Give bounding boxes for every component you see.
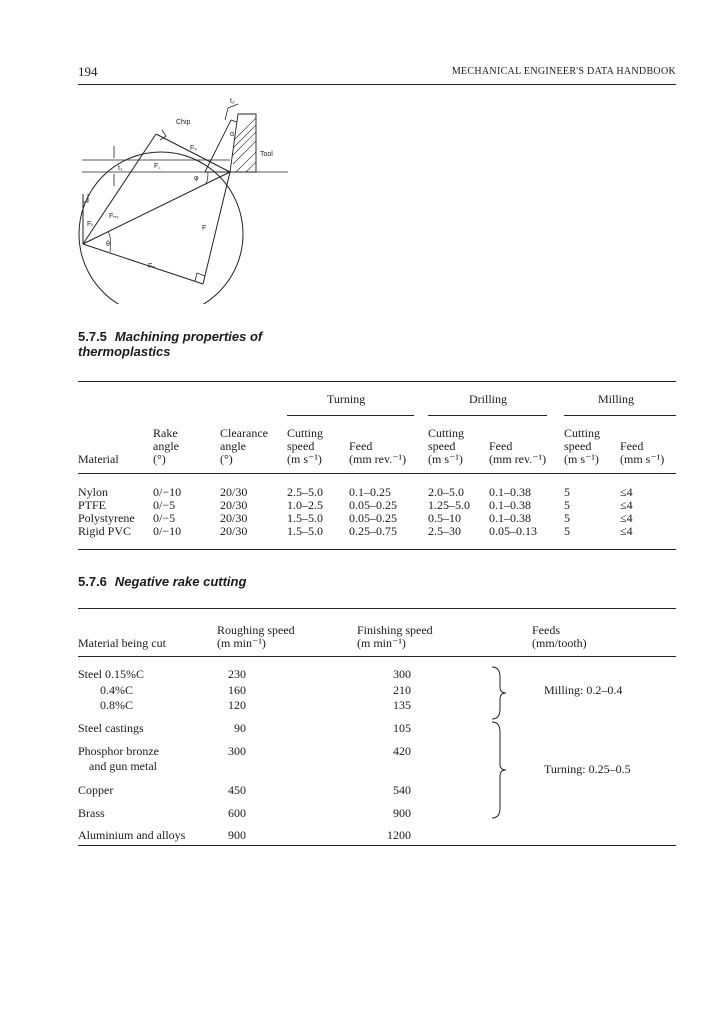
material-cell: 0.4%C (100, 683, 133, 697)
table1-col-header: Feed (349, 439, 373, 453)
table-cell: 2.0–5.0 (428, 485, 464, 499)
table2-col-header: Finishing speed (357, 623, 433, 637)
table-cell: 1.0–2.5 (287, 498, 323, 512)
feeds-turning: Turning: 0.25–0.5 (544, 762, 631, 776)
table1-col-header: (°) (220, 452, 233, 466)
roughing-speed-cell: 160 (228, 683, 246, 697)
roughing-speed-cell: 120 (228, 698, 246, 712)
material-cell: Steel castings (78, 721, 144, 735)
label-chip: Chip (176, 119, 191, 126)
material-cell: 0.8%C (100, 698, 133, 712)
table1-col-header: Feed (489, 439, 513, 453)
group-milling: Milling (598, 392, 635, 406)
turning-brace (490, 720, 510, 820)
label-tool: Tool (260, 151, 273, 158)
table2-col-header: Material being cut (78, 636, 166, 650)
table-cell: ≤4 (620, 511, 633, 525)
table1-col-header: Material (78, 452, 119, 466)
finishing-speed-cell: 135 (393, 698, 411, 712)
roughing-speed-cell: 90 (234, 721, 246, 735)
finishing-speed-cell: 540 (393, 783, 411, 797)
table-cell: Rigid PVC (78, 524, 132, 538)
table-cell: 0.25–0.75 (349, 524, 397, 538)
group-turning: Turning (327, 392, 366, 406)
table1-col-header: Cutting (287, 426, 324, 440)
section-number: 5.7.5 (78, 329, 107, 344)
table-cell: 5 (564, 498, 570, 512)
label-alpha: α (230, 131, 235, 138)
table-cell: 1.25–5.0 (428, 498, 470, 512)
label-fs: Fₛ (190, 145, 197, 152)
feeds-milling: Milling: 0.2–0.4 (544, 683, 623, 697)
table2-col-header: (m min⁻¹) (217, 636, 266, 650)
table-cell: 20/30 (220, 524, 248, 538)
finishing-speed-cell: 105 (393, 721, 411, 735)
table-cell: 0.1–0.38 (489, 485, 531, 499)
table1-col-header: (m s⁻¹) (428, 452, 463, 466)
table2-col-header: Feeds (532, 623, 560, 637)
table-cell: 5 (564, 485, 570, 499)
milling-rule (564, 415, 676, 416)
table-cell: Nylon (78, 485, 108, 499)
table-cell: 0/−5 (153, 498, 176, 512)
table-cell: 0/−5 (153, 511, 176, 525)
table1-top-rule (78, 381, 676, 382)
table1-col-header: (mm rev.⁻¹) (349, 452, 407, 466)
table-cell: 0/−10 (153, 485, 182, 499)
label-ft: Fₜ (87, 221, 94, 228)
page-number: 194 (78, 64, 98, 79)
table-cell: 1.5–5.0 (287, 524, 323, 538)
label-fn: Fₙ (148, 263, 156, 270)
roughing-speed-cell: 600 (228, 806, 246, 820)
table-cell: 0/−10 (153, 524, 182, 538)
cutting-force-diagram (78, 94, 298, 304)
finishing-speed-cell: 1200 (387, 828, 411, 842)
table-cell: ≤4 (620, 485, 633, 499)
table1-col-header: Cutting (564, 426, 601, 440)
table1-col-header: Cutting (428, 426, 465, 440)
table-cell: 20/30 (220, 485, 248, 499)
material-cell: Copper (78, 783, 114, 797)
table1-col-header: angle (220, 439, 246, 453)
table-cell: 5 (564, 524, 570, 538)
table-cell: 0.05–0.13 (489, 524, 537, 538)
table1-col-header: (m s⁻¹) (564, 452, 599, 466)
material-cell: Aluminium and alloys (78, 828, 186, 842)
table1-col-header: (°) (153, 452, 166, 466)
section-title-line2: thermoplastics (78, 344, 171, 359)
merchant-circle (79, 152, 243, 304)
table1-col-header: Rake (153, 426, 178, 440)
drilling-rule (428, 415, 547, 416)
table2-col-header: Roughing speed (217, 623, 295, 637)
table-cell: 5 (564, 511, 570, 525)
table2-bottom-rule (78, 845, 676, 846)
table-cell: PTFE (78, 498, 107, 512)
milling-brace (490, 665, 510, 721)
table1-col-header: angle (153, 439, 179, 453)
table1-col-header: Clearance (220, 426, 268, 440)
section-number: 5.7.6 (78, 574, 107, 589)
material-cell: Phosphor bronze (78, 744, 159, 758)
roughing-speed-cell: 300 (228, 744, 246, 758)
table1-col-header: (m s⁻¹) (287, 452, 322, 466)
section-title: Negative rake cutting (114, 574, 247, 589)
table-cell: 0.05–0.25 (349, 498, 397, 512)
table-cell: 0.5–10 (428, 511, 461, 525)
finishing-speed-cell: 900 (393, 806, 411, 820)
table2-header-rule (78, 656, 676, 657)
roughing-speed-cell: 230 (228, 667, 246, 681)
section-title-line1: Machining properties of (114, 329, 263, 344)
table-cell: 20/30 (220, 498, 248, 512)
table-cell: 0.05–0.25 (349, 511, 397, 525)
header-rule (78, 84, 676, 85)
running-title: MECHANICAL ENGINEER'S DATA HANDBOOK (451, 66, 676, 77)
table2-col-header: (m min⁻¹) (357, 636, 406, 650)
table-cell: ≤4 (620, 498, 633, 512)
material-cell: Steel 0.15%C (78, 667, 144, 681)
material-cell: and gun metal (89, 759, 157, 773)
table1-col-header: speed (564, 439, 592, 453)
group-drilling: Drilling (469, 392, 507, 406)
table1-col-header: speed (428, 439, 456, 453)
table1-header-rule (78, 473, 676, 474)
table-cell: 0.1–0.38 (489, 498, 531, 512)
turning-rule (287, 415, 414, 416)
roughing-speed-cell: 900 (228, 828, 246, 842)
table1-col-header: (mm rev.⁻¹) (489, 452, 547, 466)
table1-col-header: Feed (620, 439, 644, 453)
table1-bottom-rule (78, 549, 676, 550)
table-cell: 1.5–5.0 (287, 511, 323, 525)
label-t2: t₂ (230, 98, 235, 105)
section-heading-576 (78, 574, 246, 589)
table-cell: 0.1–0.38 (489, 511, 531, 525)
table1-col-header: (mm s⁻¹) (620, 452, 665, 466)
material-cell: Brass (78, 806, 105, 820)
label-t1: t₁ (118, 165, 123, 172)
label-fns: Fₙₛ (109, 213, 119, 220)
table-cell: 20/30 (220, 511, 248, 525)
table-cell: Polystyrene (78, 511, 135, 525)
label-phi: φ (194, 175, 199, 182)
table2-col-header: (mm/tooth) (532, 636, 587, 650)
finishing-speed-cell: 300 (393, 667, 411, 681)
table1-col-header: speed (287, 439, 315, 453)
label-f: F (202, 225, 207, 232)
section-heading-575 (78, 329, 262, 344)
section-heading-575-line2 (78, 344, 170, 359)
label-fc: F꜀ (154, 163, 161, 170)
table-cell: 0.1–0.25 (349, 485, 391, 499)
finishing-speed-cell: 210 (393, 683, 411, 697)
table-cell: ≤4 (620, 524, 633, 538)
table-cell: 2.5–30 (428, 524, 461, 538)
finishing-speed-cell: 420 (393, 744, 411, 758)
table-cell: 2.5–5.0 (287, 485, 323, 499)
roughing-speed-cell: 450 (228, 783, 246, 797)
table2-top-rule (78, 608, 676, 609)
label-theta: θ (106, 241, 110, 248)
tool-shape (230, 114, 256, 172)
